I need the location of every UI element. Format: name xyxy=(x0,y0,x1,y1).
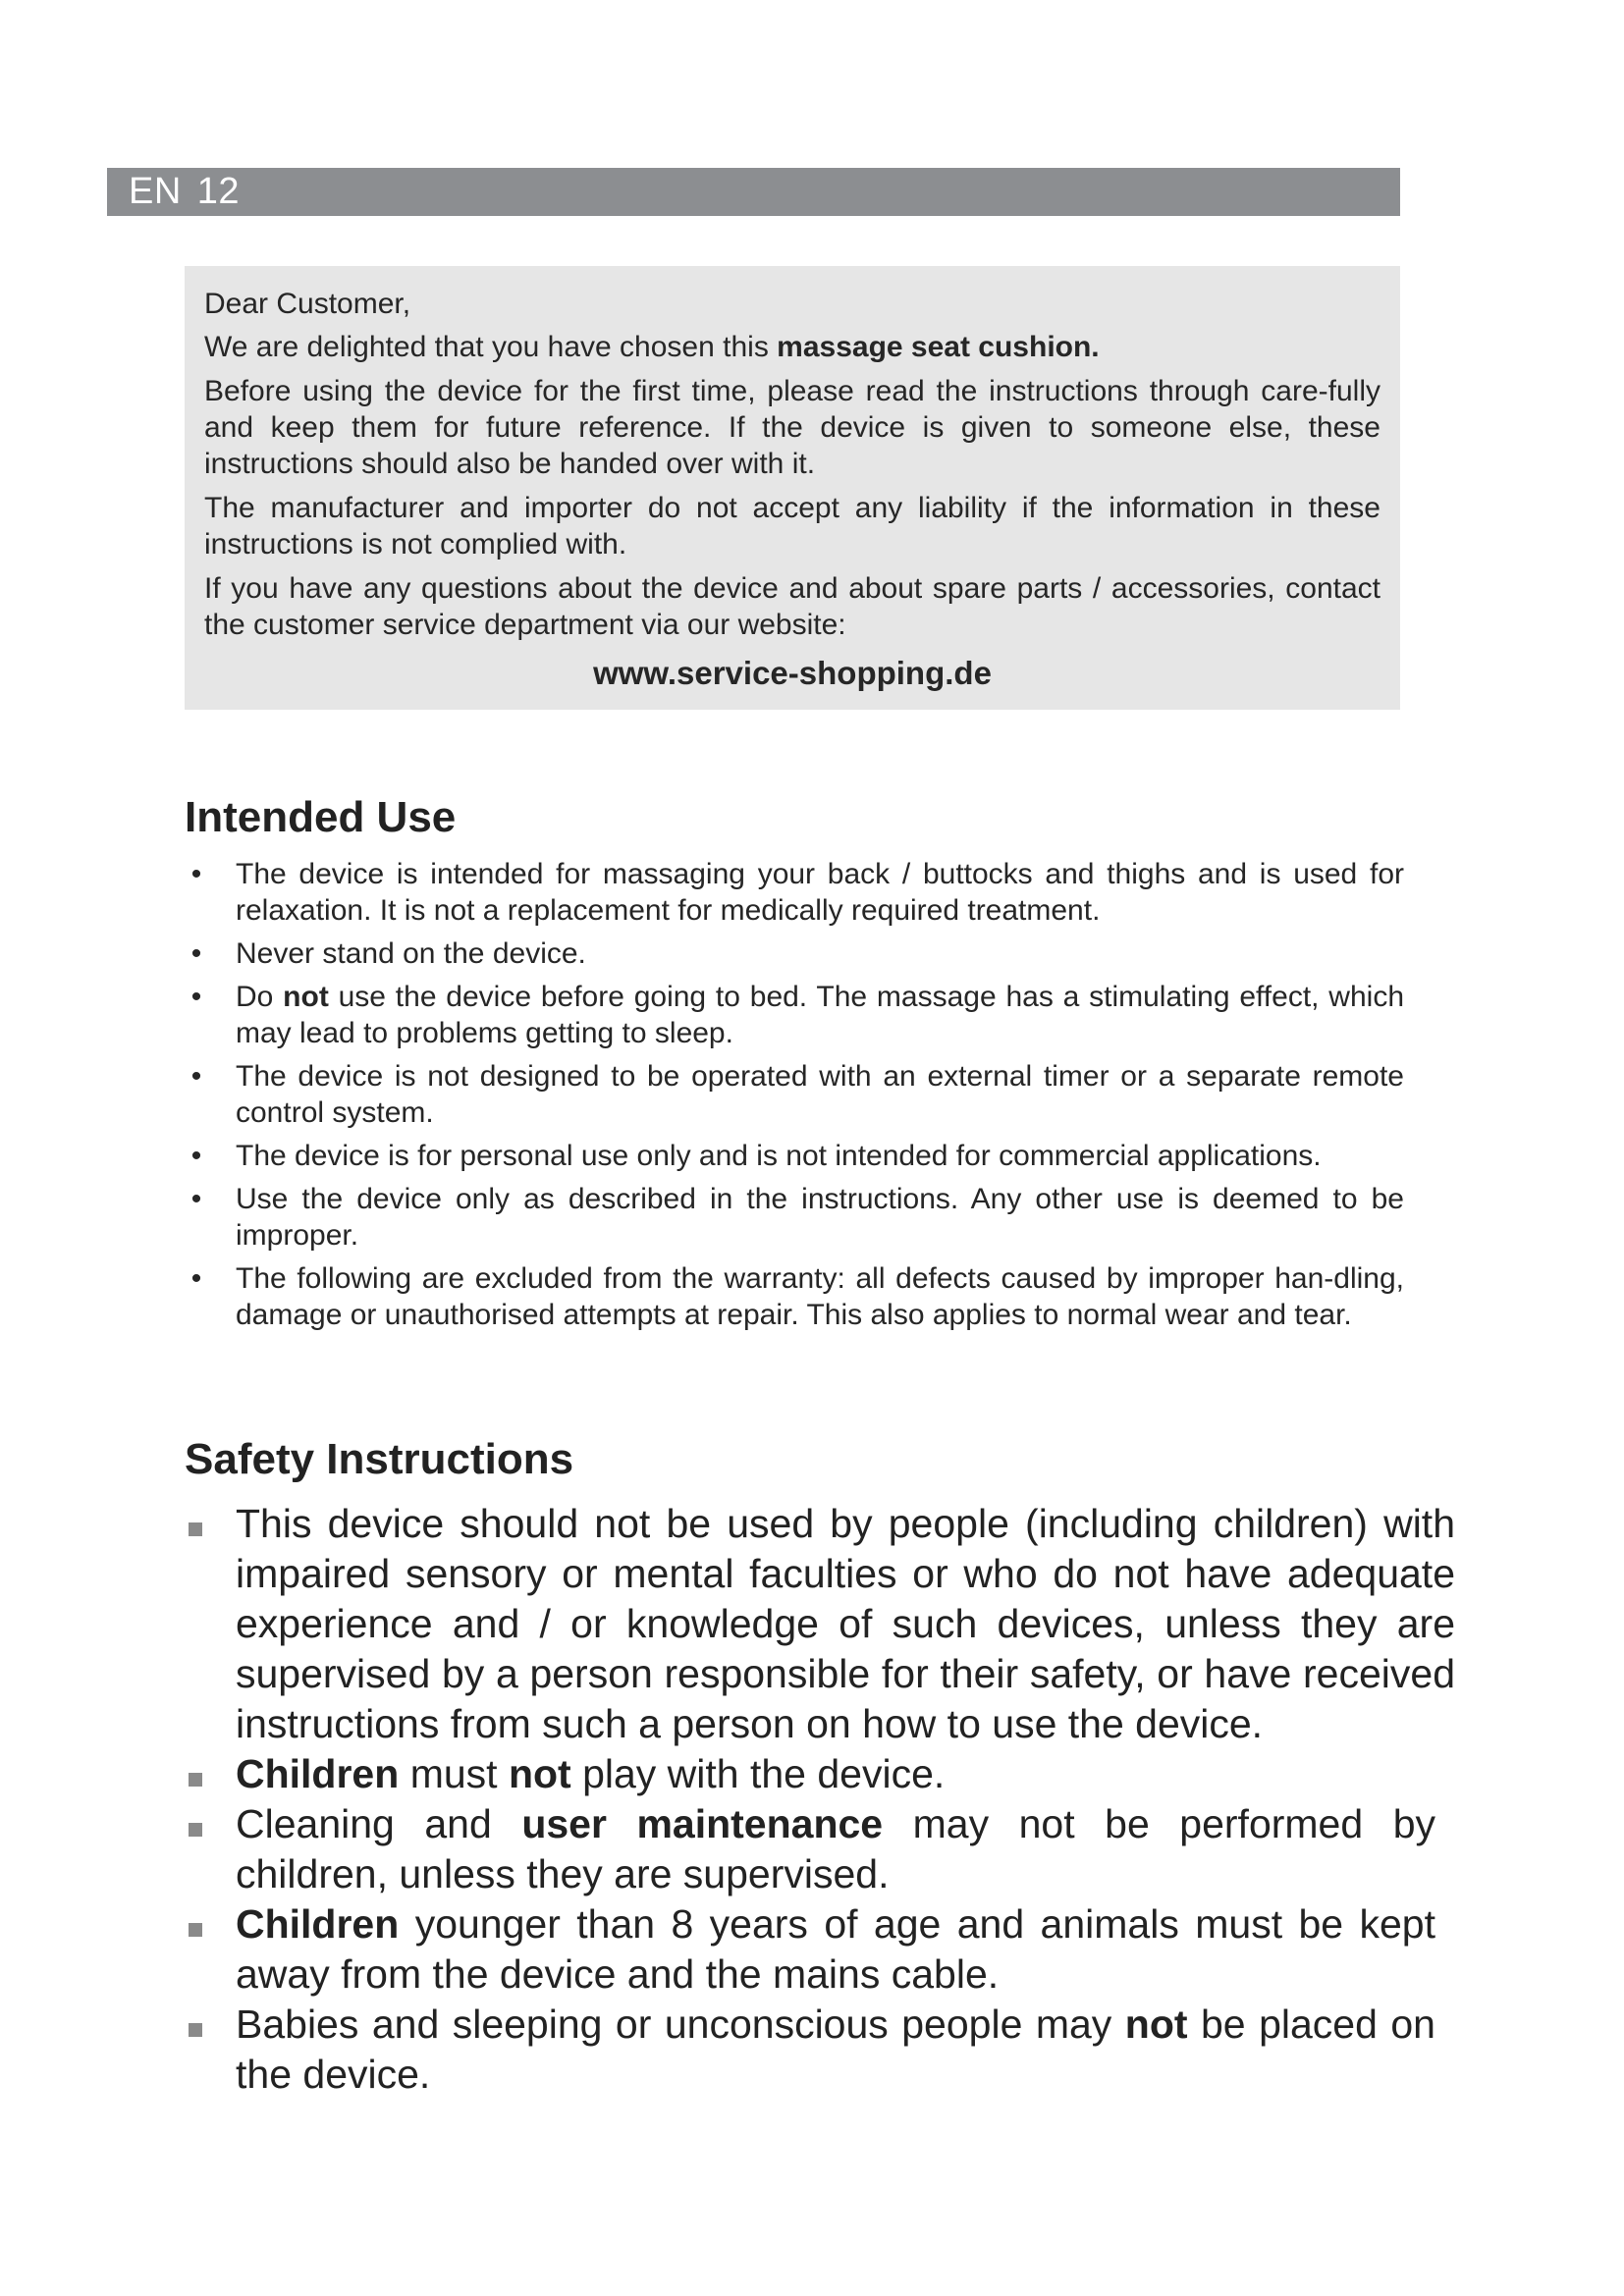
intro-paragraph-1: Before using the device for the first time, please read the instructions through care-fully and keep them for future reference. If the device is given to someone else, these instructions should also be handed over with it. xyxy=(204,375,1380,480)
square-bullet-icon xyxy=(189,1522,202,1536)
square-bullet-icon xyxy=(189,1923,202,1937)
list-item-emphasis: user maintenance xyxy=(521,1801,884,1846)
list-item-text: The device is for personal use only and is not intended for commercial applications. xyxy=(236,1140,1322,1172)
language-code: EN xyxy=(129,171,182,212)
list-item-text: The device is not designed to be operated with an external timer or a separate remote control system. xyxy=(236,1060,1404,1129)
list-item-text: Do xyxy=(236,981,284,1013)
list-item-text: play with the device. xyxy=(570,1751,946,1796)
bullet-icon: • xyxy=(190,981,202,1013)
list-item-emphasis: not xyxy=(283,981,329,1013)
website-link[interactable]: www.service-shopping.de xyxy=(593,655,992,691)
list-item-text: must xyxy=(399,1751,509,1796)
intro-line-1-text: We are delighted that you have chosen this xyxy=(204,331,778,363)
list-item-text: Use the device only as described in the instructions. Any other use is deemed to be improper. xyxy=(236,1183,1404,1252)
list-item-text: may not be performed by children, unless they are supervised. xyxy=(236,1801,1435,1896)
bullet-icon: • xyxy=(190,1262,202,1295)
list-item-emphasis: Children xyxy=(236,1751,400,1796)
intro-line-1 xyxy=(204,329,1380,365)
intro-paragraph-3: If you have any questions about the device and about spare parts / accessories, contact the customer service department via our website: xyxy=(204,572,1380,641)
list-item-emphasis: not xyxy=(1124,2002,1188,2047)
intro-box xyxy=(185,266,1400,710)
list-item xyxy=(185,1260,1404,1333)
list-item-emphasis: not xyxy=(508,1751,571,1796)
page-header-bar xyxy=(107,168,1400,216)
product-name: massage seat cushion. xyxy=(777,331,1100,363)
list-item xyxy=(185,1749,1435,1799)
page-number: 12 xyxy=(196,171,241,212)
intended-use-title: Intended Use xyxy=(185,793,457,841)
list-item xyxy=(185,1899,1435,2000)
intended-use-list xyxy=(185,856,1404,1340)
safety-instructions-title: Safety Instructions xyxy=(185,1435,574,1483)
square-bullet-icon xyxy=(189,1773,202,1787)
list-item xyxy=(185,856,1404,929)
list-item-text: Never stand on the device. xyxy=(236,937,586,970)
list-item xyxy=(185,1138,1404,1174)
list-item xyxy=(185,2000,1435,2100)
list-item-text: be placed on the device. xyxy=(236,2002,1435,2097)
list-item-text: Babies and sleeping or unconscious people may xyxy=(236,2002,1125,2047)
bullet-icon: • xyxy=(190,1060,202,1093)
bullet-icon: • xyxy=(190,1140,202,1172)
list-item-text: The device is intended for massaging your back / buttocks and thighs and is used for relaxation. It is not a replacement for medically required treatment. xyxy=(236,858,1404,927)
intro-paragraph-2: The manufacturer and importer do not accept any liability if the information in these instructions is not complied with. xyxy=(204,492,1380,561)
list-item-text: use the device before going to bed. The massage has a stimulating effect, which may lead to problems getting to sleep. xyxy=(236,981,1404,1049)
list-item xyxy=(185,1799,1435,1899)
list-item-emphasis: Children xyxy=(236,1901,400,1947)
list-item-text: younger than 8 years of age and animals must be kept away from the device and the mains cable. xyxy=(236,1901,1435,1997)
list-item-text: Cleaning and xyxy=(236,1801,522,1846)
safety-instructions-list xyxy=(185,1499,1455,2100)
bullet-icon: • xyxy=(190,858,202,890)
square-bullet-icon xyxy=(189,1823,202,1837)
list-item-text: This device should not be used by people (including children) with impaired sensory or mental faculties or who do not have adequate experience and / or knowledge of such devices, unless they are supervised by a person responsible for their safety, or have received instructions from such a person on how to use the device. xyxy=(236,1501,1455,1746)
list-item xyxy=(185,979,1404,1051)
list-item xyxy=(185,935,1404,972)
greeting: Dear Customer, xyxy=(204,288,411,320)
bullet-icon: • xyxy=(190,937,202,970)
list-item-text: The following are excluded from the warranty: all defects caused by improper han-dling, damage or unauthorised attempts at repair. This also applies to normal wear and tear. xyxy=(236,1262,1404,1331)
square-bullet-icon xyxy=(189,2023,202,2037)
list-item xyxy=(185,1181,1404,1254)
list-item xyxy=(185,1058,1404,1131)
list-item xyxy=(185,1499,1455,1749)
bullet-icon: • xyxy=(190,1183,202,1215)
